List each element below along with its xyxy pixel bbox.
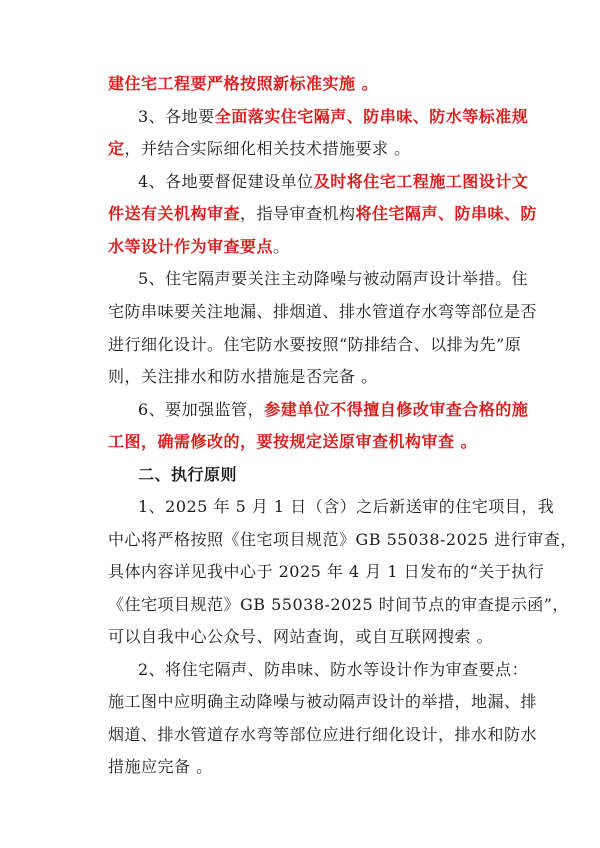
- highlighted-text: 将住宅隔声、防串味、防: [355, 204, 538, 223]
- body-text: 则，关注排水和防水措施是否完备 。: [108, 367, 378, 386]
- text-line: [138, 660, 528, 680]
- text-line: [108, 432, 477, 452]
- highlighted-text: 定: [108, 139, 125, 158]
- text-line: [138, 497, 554, 517]
- body-text: 措施应完备 。: [108, 757, 213, 776]
- body-text: 5、住宅隔声要关注主动降噪与被动隔声设计举措。住: [138, 269, 529, 288]
- body-text: 1、2025 年 5 月 1 日（含）之后新送审的住宅项目，我: [138, 497, 555, 516]
- highlighted-text: 建住宅工程要严格按照新标准实施 。: [108, 74, 379, 93]
- text-line: [108, 74, 378, 94]
- text-line: [108, 367, 378, 387]
- heading-text: 二、执行原则: [138, 465, 238, 484]
- text-line: [108, 335, 521, 355]
- body-text: 中心将严格按照《住宅项目规范》GB 55038-2025 进行审查，: [108, 530, 577, 549]
- text-line: [108, 139, 411, 159]
- highlighted-text: 水等设计作为审查要点: [108, 237, 274, 256]
- body-text: 6、要加强监管，: [138, 400, 265, 419]
- body-text: 施工图中应明确主动降噪与被动隔声设计的举措，地漏、排: [108, 692, 538, 711]
- text-line: [108, 530, 577, 550]
- highlighted-text: 参建单位不得擅自修改审查合格的施: [264, 400, 529, 419]
- body-text: 宅防串味要关注地漏、排烟道、排水管道存水弯等部位是否: [108, 302, 538, 321]
- body-text: 《住宅项目规范》GB 55038-2025 时间节点的审查提示函”，: [108, 595, 569, 614]
- text-line: [138, 269, 528, 289]
- text-line: [108, 595, 569, 615]
- highlighted-text: 工图，确需修改的，要按规定送原审查机构审查 。: [108, 432, 478, 451]
- body-text: ，并结合实际细化相关技术措施要求 。: [124, 139, 411, 158]
- text-line: [108, 302, 537, 322]
- body-text: 。: [273, 237, 290, 256]
- body-text: 烟道、排水管道存水弯等部位应进行细化设计，排水和防水: [108, 725, 538, 744]
- body-text: 可以自我中心公众号、网站查询，或自互联网搜索 。: [108, 627, 494, 646]
- body-text: ，指导审查机构: [240, 204, 356, 223]
- text-line: [138, 172, 528, 192]
- text-line: [108, 757, 213, 777]
- body-text: 2、将住宅隔声、防串味、防水等设计作为审查要点：: [138, 660, 529, 679]
- highlighted-text: 件送有关机构审查: [108, 204, 241, 223]
- text-line: [108, 725, 537, 745]
- text-line: [138, 107, 528, 127]
- text-line: [108, 204, 537, 224]
- body-text: 4、各地要督促建设单位: [138, 172, 314, 191]
- body-text: 具体内容详见我中心于 2025 年 4 月 1 日发布的“关于执行: [108, 562, 545, 581]
- highlighted-text: 及时将住宅工程施工图设计文: [313, 172, 529, 191]
- text-line: [108, 562, 544, 582]
- text-line: [138, 400, 528, 420]
- body-text: 3、各地要: [138, 107, 215, 126]
- text-line: [108, 627, 493, 647]
- section-heading: [138, 465, 237, 485]
- text-line: [108, 237, 290, 257]
- highlighted-text: 全面落实住宅隔声、防串味、防水等标准规: [214, 107, 529, 126]
- text-line: [108, 692, 537, 712]
- body-text: 进行细化设计。住宅防水要按照“防排结合、以排为先”原: [108, 335, 522, 354]
